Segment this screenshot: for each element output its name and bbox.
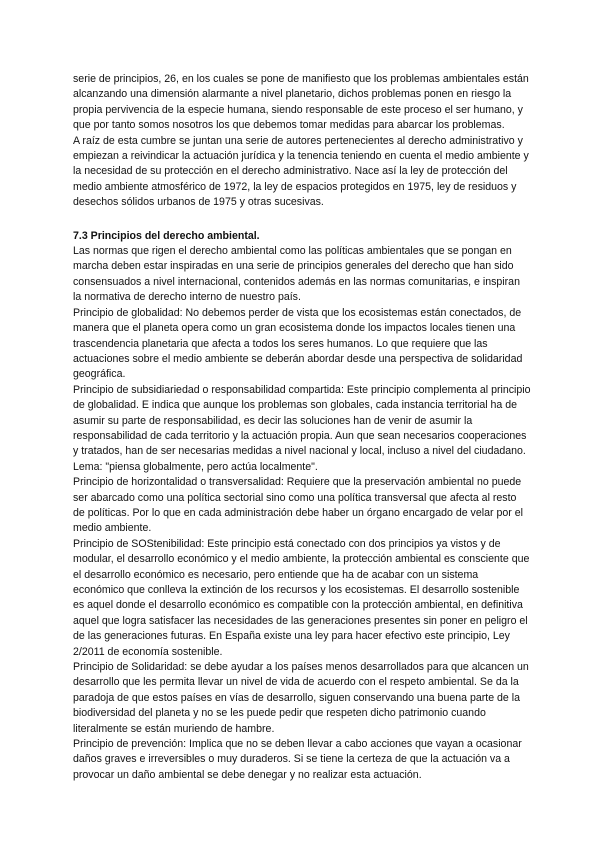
- paragraph-solidaridad: Principio de Solidaridad: se debe ayudar a los países menos desarrollados para que alcancen un desarrollo que les permita llevar un nivel de vida de acuerdo con el respeto ambiental. Se da la paradoja de que estos países en vías de desarrollo, siguen conservando una buena parte de la biodiversidad del planeta y no se les puede pedir que respeten dicho patrimonio cuando literalmente se están muriendo de hambre.: [73, 661, 529, 735]
- paragraph-principles-summit: serie de principios, 26, en los cuales se pone de manifiesto que los problemas ambientales están alcanzando una dimensión alarmante a nivel planetario, dichos problemas ponen en riesgo la propia pervivencia de la especie humana, siendo responsable de este proceso el ser humano, y que por tanto somos nosotros los que debemos tomar medidas para abarcar los problemas.: [73, 73, 529, 132]
- paragraph-sostenibilidad: Principio de SOStenibilidad: Este principio está conectado con dos principios ya vistos y de modular, el desarrollo económico y el medio ambiente, la protección ambiental es consciente que el desarrollo económico es necesario, pero entiende que ha de acabar con un sistema económico que conlleva la extinción de los recursos y los ecosistemas. El desarrollo sostenible es aquel donde el desarrollo económico es compatible con la protección ambiental, en definitiva aquel que logra satisfacer las necesidades de las generaciones presentes sin poner en peligro el de las generaciones futuras. En España existe una ley para hacer efectivo este principio, Ley 2/2011 de economía sostenible.: [73, 537, 530, 658]
- paragraph-horizontalidad: Principio de horizontalidad o transversalidad: Requiere que la preservación ambiental no puede ser abarcado como una política sectorial sino como una política transversal que afecta al resto de políticas. Por lo que en cada administración debe haber un órgano encargado de velar por el medio ambiente.: [73, 476, 523, 535]
- paragraph-subsidiariedad: Principio de subsidiariedad o responsabilidad compartida: Este principio complementa al principio de globalidad. E indica que aunque los problemas son globales, cada instancia territorial ha de asumir su parte de responsabilidad, es decir las soluciones han de venir de asumir la responsabilidad de cada territorio y la actuación propia. Aun que sean necesarios cooperaciones y tratados, han de ser necesarias medidas a nivel nacional y local, incluso a nivel del ciudadano. Lema: "piensa globalmente, pero actúa localmente".: [73, 383, 531, 473]
- paragraph-prevencion: Principio de prevención: Implica que no se deben llevar a cabo acciones que vayan a ocasionar daños graves e irreversibles o muy duraderos. Si se tiene la certeza de que la actuación va a provocar un daño ambiental se debe denegar y no realizar esta actuación.: [73, 738, 522, 781]
- paragraph-norms-intro: Las normas que rigen el derecho ambiental como las políticas ambientales que se pongan en marcha deben estar inspiradas en una serie de principios generales del derecho que han sido consensuados a nivel internacional, contenidos además en las normas comunitarias, e inspiran la normativa de derecho interno de nuestro país.: [73, 245, 520, 304]
- document-page: [73, 72, 531, 783]
- paragraph-administrative-law: A raíz de esta cumbre se juntan una serie de autores pertenecientes al derecho administrativo y empiezan a reivindicar la actuación jurídica y la tenencia teniendo en cuenta el medio ambiente y la necesidad de su protección en el derecho administrativo. Nace así la ley de protección del medio ambiente atmosférico de 1972, la ley de espacios protegidos en 1975, ley de residuos y desechos sólidos urbanos de 1975 y otras sucesivas.: [73, 134, 529, 209]
- section-heading: 7.3 Principios del derecho ambiental.: [73, 229, 260, 242]
- paragraph-globalidad: Principio de globalidad: No debemos perder de vista que los ecosistemas están conectados, de manera que el planeta opera como un gran ecosistema donde los impactos locales tienen una trascendencia planetaria que afecta a todos los seres humanos. Lo que requiere que las actuaciones sobre el medio ambiente se deberán abordar desde una perspectiva de solidaridad geográfica.: [73, 306, 523, 381]
